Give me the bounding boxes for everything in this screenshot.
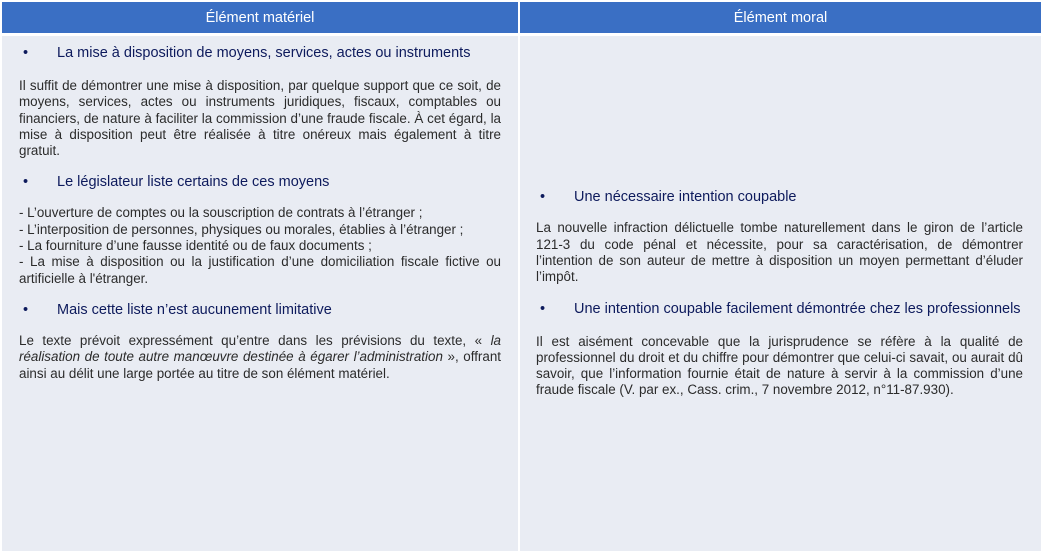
bullet-heading (19, 301, 501, 319)
section-paragraph: Il est aisément concevable que la jurisprudence se réfère à la qualité de professionnel du droit et du chiffre pour démontrer que celui-ci savait, ou aurait dû savoir, que l’information fournie était de nature à servir à la commission d’une fraude fiscale (V. par ex., Cass. crim., 7 novembre 2012, n°11-87.930). (536, 333, 1023, 398)
bullet-icon: • (23, 174, 29, 191)
bullet-heading (19, 44, 501, 62)
section-title: Mais cette liste n’est aucunement limitative (57, 301, 332, 318)
bullet-heading (19, 173, 501, 191)
means-list (19, 205, 501, 286)
list-item: - L’ouverture de comptes ou la souscription de contrats à l’étranger ; (19, 205, 423, 221)
header-element-moral: Élément moral (520, 2, 1041, 33)
list-item: - La fourniture d’une fausse identité ou de faux documents ; (19, 238, 372, 254)
list-item: - La mise à disposition ou la justification d’une domiciliation fiscale fictive ou artificielle à l'étranger. (19, 254, 501, 286)
cell-element-moral (520, 36, 1041, 551)
section-paragraph: Il suffit de démontrer une mise à disposition, par quelque support que ce soit, de moyens, services, actes ou instruments juridiques, fiscaux, comptables ou financiers, de nature à faciliter la commission d’une fraude fiscale. À cet égard, la mise à disposition peut être réalisée à titre onéreux mais également à titre gratuit. (19, 78, 501, 159)
section-title: La mise à disposition de moyens, services, actes ou instruments (57, 45, 471, 61)
bullet-icon: • (540, 189, 546, 206)
section-title: Une nécessaire intention coupable (574, 189, 797, 206)
header-element-materiel: Élément matériel (2, 2, 518, 33)
bullet-icon: • (540, 300, 546, 317)
bullet-heading (536, 188, 1023, 206)
cell-element-materiel (2, 36, 518, 551)
section-title: Le législateur liste certains de ces moyens (57, 174, 330, 191)
bullet-icon: • (23, 301, 29, 318)
bullet-heading (536, 300, 1023, 318)
section-title: Une intention coupable facilement démontrée chez les professionnels (574, 300, 1021, 317)
list-item: - L’interposition de personnes, physiques ou morales, établies à l’étranger ; (19, 221, 464, 237)
bullet-icon: • (23, 45, 29, 61)
comparison-table (2, 2, 1041, 551)
quoted-text: la réalisation de toute autre manœuvre destinée à égarer l’administration (19, 332, 501, 365)
section-paragraph: Le texte prévoit expressément qu’entre dans les prévisions du texte, « la réalisation de toute autre manœuvre destinée à égarer l’administration », offrant ainsi au délit une large portée au titre de son élément matériel. (19, 332, 501, 381)
section-paragraph: La nouvelle infraction délictuelle tombe naturellement dans le giron de l’article 121-3 du code pénal et nécessite, pour sa caractérisation, de démontrer l’intention de son auteur de mettre à disposition un moyen permettant d’éluder l’impôt. (536, 220, 1023, 285)
